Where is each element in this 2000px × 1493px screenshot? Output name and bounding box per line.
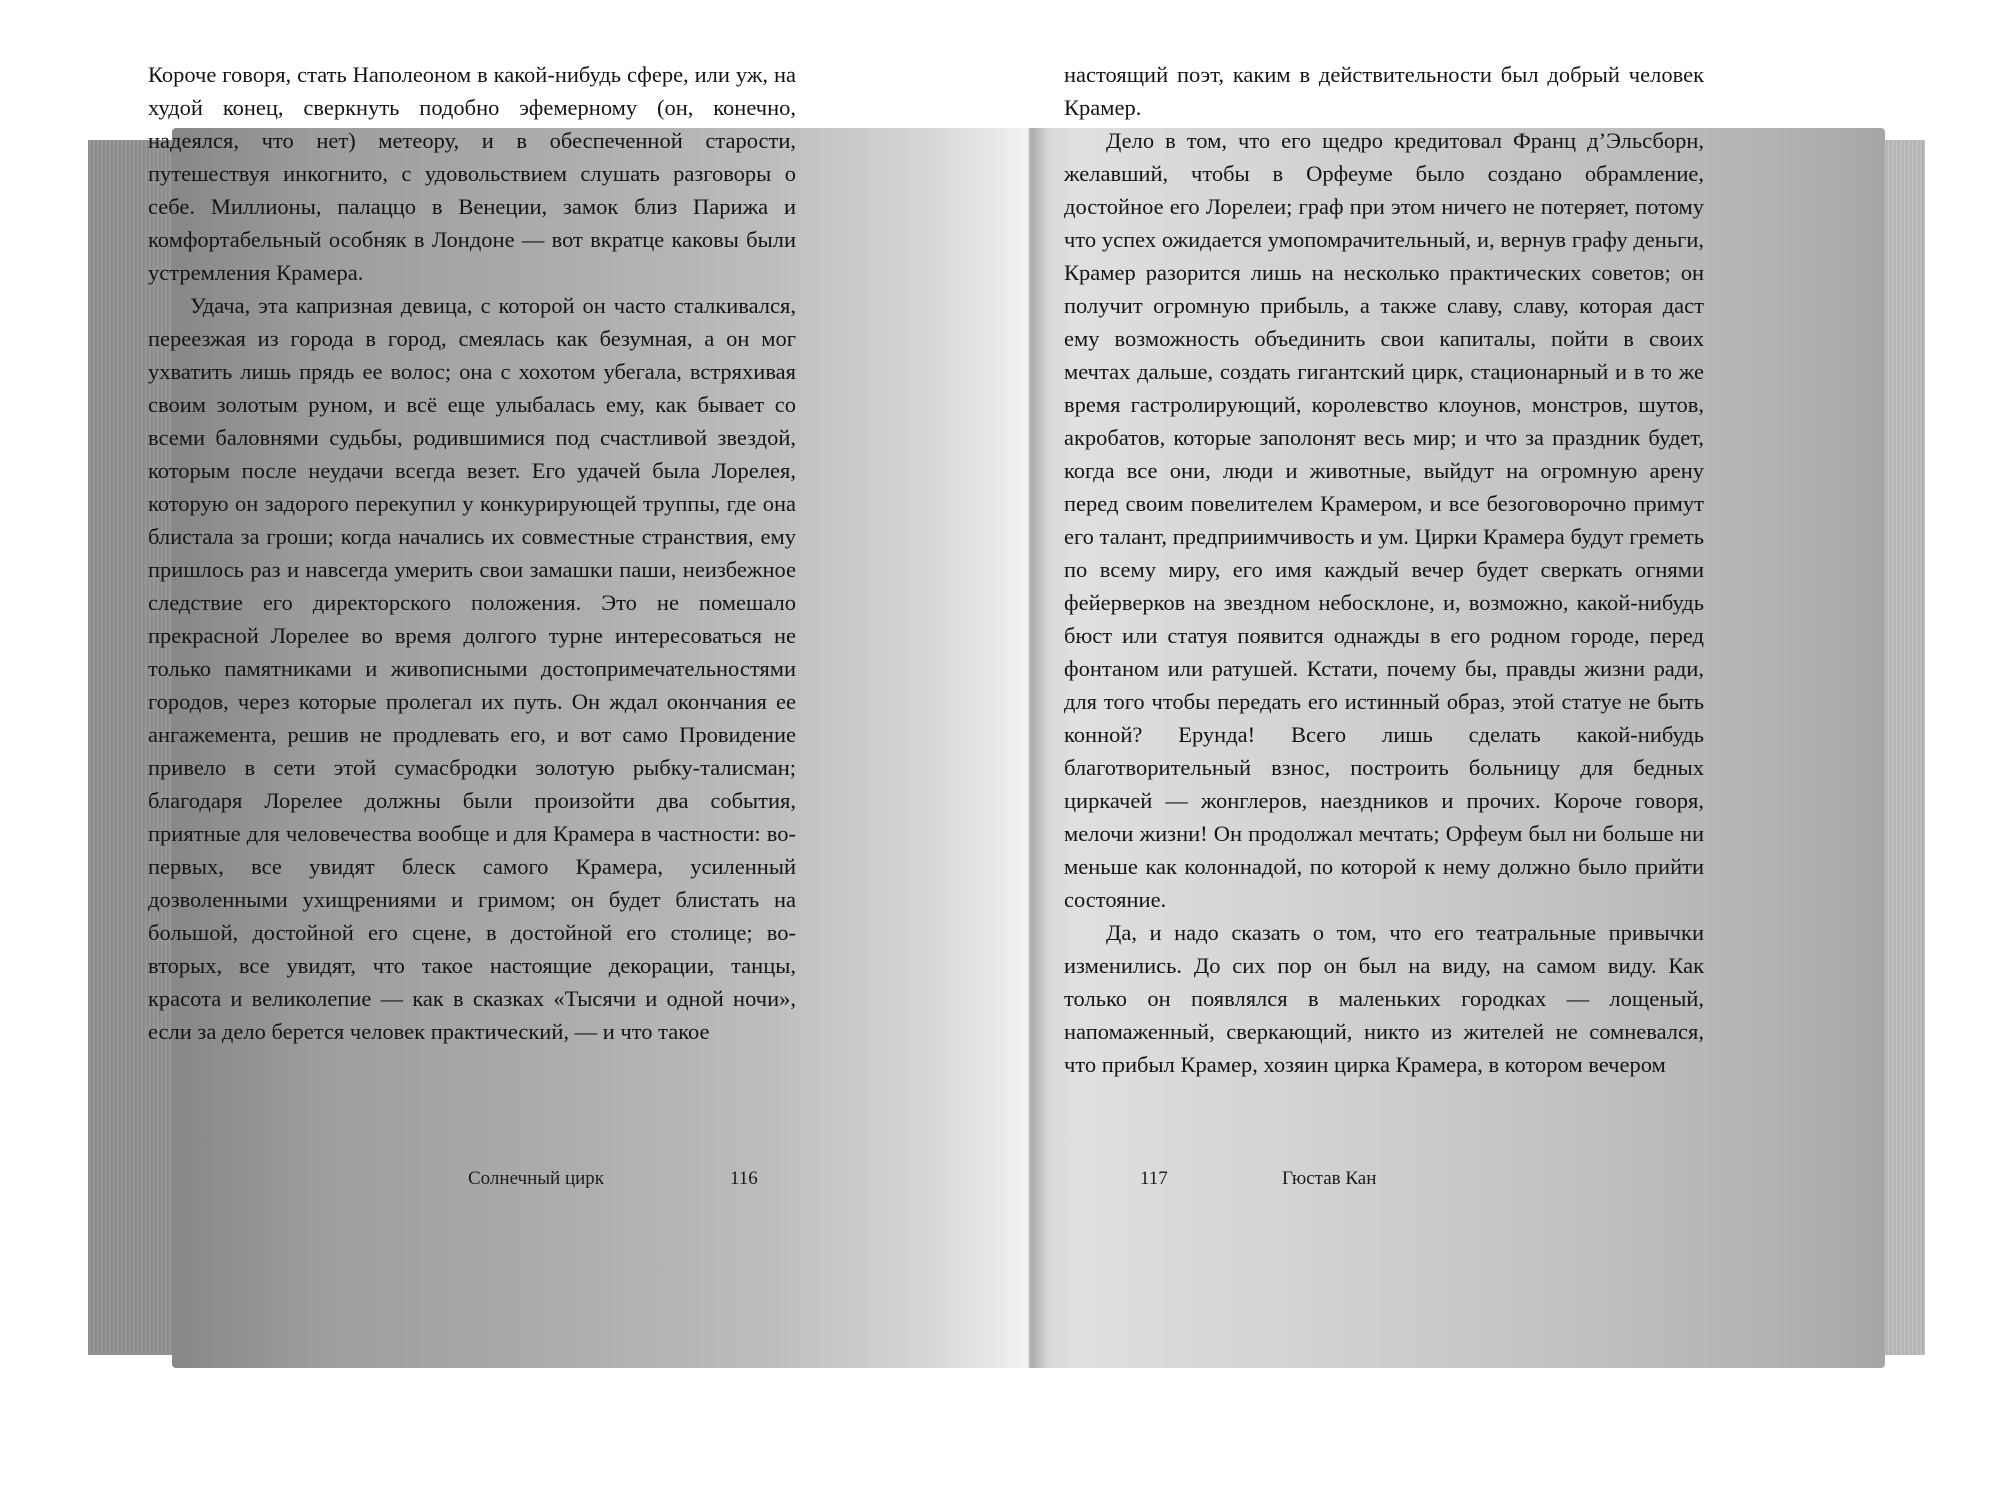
book-gutter [1013, 128, 1047, 1368]
right-running-author: Гюстав Кан [1282, 1168, 1377, 1189]
right-paragraph-3: Да, и надо сказать о том, что его театральные привычки изменились. До сих пор он был на виду, на самом виду. Как только он появлялся в маленьких городках — лощеный, напомаженный, сверкающий, никто из жителей не сомневался, что прибыл Крамер, хозяин цирка Крамера, в котором вечером [1064, 920, 1704, 1077]
right-paragraph-1: настоящий поэт, каким в действительности был добрый человек Крамер. [1064, 62, 1704, 120]
left-paragraph-2: Удача, эта капризная девица, с которой он часто сталкивался, переезжая из города в город, смеялась как безумная, а он мог ухватить лишь прядь ее волос; она с хохотом убегала, встряхивая своим золотым руном, и всё еще улыбалась ему, как бывает со всеми баловнями судьбы, родившимися под счастливой звездой, которым после неудачи всегда везет. Его удачей была Лорелея, которую он задорого перекупил у конкурирующей труппы, где она блистала за гроши; когда начались их совместные странствия, ему пришлось раз и навсегда умерить свои замашки паши, неизбежное следствие его директорского положения. Это не помешало прекрасной Лорелее во время долгого турне интересоваться не только памятниками и живописными достопримечательностями городов, через которые пролегал их путь. Он ждал окончания ее ангажемента, решив не продлевать его, и вот само Провидение привело в сети этой сумасбродки золотую рыбку-талисман; благодаря Лорелее должны были произойти два события, приятные для человечества вообще и для Крамера в частности: во-первых, все увидят блеск самого Крамера, усиленный дозволенными ухищрениями и гримом; он будет блистать на большой, достойной его сцене, в достойной его столице; во-вторых, все увидят, что такое настоящие декорации, танцы, красота и великолепие — как в сказках «Тысячи и одной ночи», если за дело берется человек практический, — и что такое [148, 293, 796, 1044]
left-page-text [148, 58, 796, 1048]
left-page-number: 116 [730, 1168, 758, 1189]
right-page-number: 117 [1140, 1168, 1168, 1189]
right-page-text [1064, 58, 1704, 1081]
left-running-title: Солнечный цирк [468, 1168, 605, 1189]
right-paragraph-2: Дело в том, что его щедро кредитовал Франц д’Эльсборн, желавший, чтобы в Орфеуме было создано обрамление, достойное его Лорелеи; граф при этом ничего не потеряет, потому что успех ожидается умопомрачительный, и, вернув графу деньги, Крамер разорится лишь на несколько практических советов; он получит огромную прибыль, а также славу, славу, которая даст ему возможность объединить свои капиталы, пойти в своих мечтах дальше, создать гигантский цирк, стационарный и в то же время гастролирующий, королевство клоунов, монстров, шутов, акробатов, которые заполонят весь мир; и что за праздник будет, когда все они, люди и животные, выйдут на огромную арену перед своим повелителем Крамером, и все безоговорочно примут его талант, предприимчивость и ум. Цирки Крамера будут греметь по всему миру, его имя каждый вечер будет сверкать огнями фейерверков на звездном небосклоне, и, возможно, какой-нибудь бюст или статуя появится однажды в его родном городе, перед фонтаном или ратушей. Кстати, почему бы, правды жизни ради, для того чтобы передать его истинный образ, этой статуе не быть конной? Ерунда! Всего лишь сделать какой-нибудь благотворительный взнос, построить больницу для бедных циркачей — жонглеров, наездников и прочих. Короче говоря, мелочи жизни! Он продолжал мечтать; Орфеум был ни больше ни меньше как колоннадой, по которой к нему должно было прийти состояние. [1064, 128, 1704, 912]
left-paragraph-1: Короче говоря, стать Наполеоном в какой-нибудь сфере, или уж, на худой конец, сверкнуть подобно эфемерному (он, конечно, надеялся, что нет) метеору, и в обеспеченной старости, путешествуя инкогнито, с удовольствием слушать разговоры о себе. Миллионы, палаццо в Венеции, замок близ Парижа и комфортабельный особняк в Лондоне — вот вкратце каковы были устремления Крамера. [148, 62, 796, 285]
